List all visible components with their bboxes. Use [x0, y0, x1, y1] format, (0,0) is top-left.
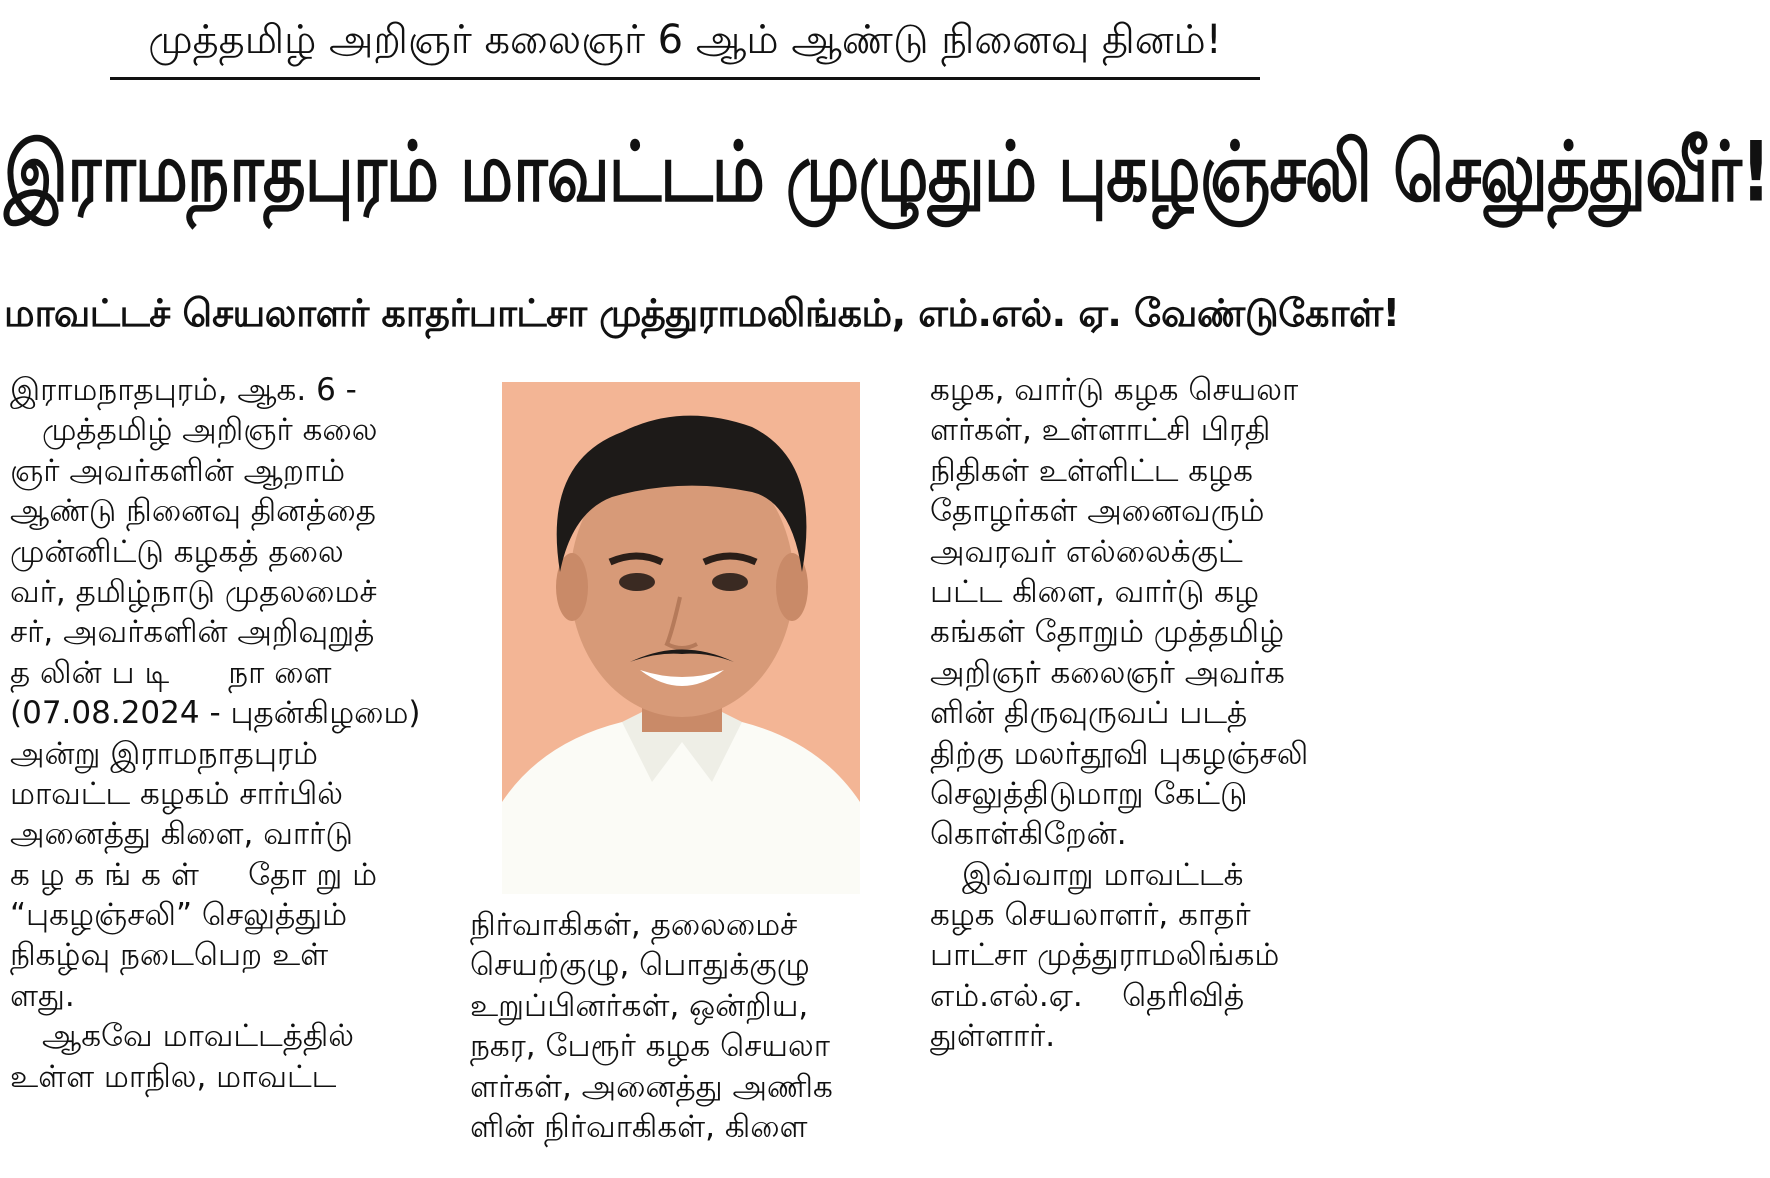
article-line: நகர, பேரூர் கழக செயலா — [470, 1028, 830, 1065]
article-column-1 — [10, 370, 440, 1097]
article-line: செயற்குழு, பொதுக்குழு — [470, 947, 810, 984]
article-line: பாட்சா முத்துராமலிங்கம் — [930, 937, 1280, 974]
article-line: முன்னிட்டு கழகத் தலை — [10, 533, 344, 570]
article-column-2 — [470, 905, 900, 1147]
article-line: க ழ க ங் க ள் தோ று ம் — [10, 856, 378, 893]
article-line: கழக செயலாளர், காதர் — [930, 897, 1251, 934]
article-line: செலுத்திடுமாறு கேட்டு — [930, 775, 1248, 812]
article-column-3 — [930, 370, 1355, 1057]
article-line: ளின் திருவுருவப் படத் — [930, 695, 1248, 732]
article-line: இவ்வாறு மாவட்டக் — [962, 856, 1244, 893]
article-line: த லின் ப டி நா ளை — [10, 654, 332, 691]
article-line: உறுப்பினர்கள், ஒன்றிய, — [470, 987, 809, 1024]
subheadline: மாவட்டச் செயலாளர் காதர்பாட்சா முத்துராமலிங்கம், எம்.எல். ஏ. வேண்டுகோள்! — [4, 291, 1400, 335]
article-line: அவரவர் எல்லைக்குட் — [930, 533, 1243, 570]
article-line: ளர்கள், உள்ளாட்சி பிரதி — [930, 412, 1271, 449]
article-line: கங்கள் தோறும் முத்தமிழ் — [930, 614, 1285, 651]
article-line: மாவட்ட கழகம் சார்பில் — [10, 775, 343, 812]
headline: இராமநாதபுரம் மாவட்டம் முழுதும் புகழஞ்சலி செலுத்துவீர்! — [4, 124, 1770, 221]
article-line: முத்தமிழ் அறிஞர் கலை — [42, 412, 378, 449]
article-line: ஆகவே மாவட்டத்தில் — [42, 1018, 355, 1055]
article-line: வர், தமிழ்நாடு முதலமைச் — [10, 573, 377, 610]
article-line: பட்ட கிளை, வார்டு கழ — [930, 573, 1260, 610]
article-line: கொள்கிறேன். — [930, 816, 1127, 853]
article-line: “புகழஞ்சலி” செலுத்தும் — [10, 897, 348, 934]
article-line: அன்று இராமநாதபுரம் — [10, 735, 318, 772]
article-line: உள்ள மாநில, மாவட்ட — [10, 1058, 337, 1095]
article-line: தோழர்கள் அனைவரும் — [930, 493, 1265, 530]
article-line: ஆண்டு நினைவு தினத்தை — [10, 493, 376, 530]
article-line: கழக, வார்டு கழக செயலா — [930, 372, 1299, 408]
article-line: துள்ளார். — [930, 1018, 1056, 1055]
kicker-title: முத்தமிழ் அறிஞர் கலைஞர் 6 ஆம் ஆண்டு நினைவு தினம்! — [148, 17, 1222, 63]
dateline: இராமநாதபுரம், ஆக. 6 - — [10, 372, 357, 408]
article-line: ளது. — [10, 977, 75, 1014]
article-line: (07.08.2024 - புதன்கிழமை) — [10, 695, 421, 732]
article-line: அறிஞர் கலைஞர் அவர்க — [930, 654, 1285, 691]
article-line: எம்.எல்.ஏ. தெரிவித் — [930, 977, 1245, 1014]
article-line: ளின் நிர்வாகிகள், கிளை — [470, 1108, 808, 1145]
article-line: நிதிகள் உள்ளிட்ட கழக — [930, 452, 1253, 489]
article-line: நிகழ்வு நடைபெற உள் — [10, 937, 329, 974]
portrait-photo-icon — [502, 382, 860, 894]
article-line: ளர்கள், அனைத்து அணிக — [470, 1068, 833, 1105]
article-line: நிர்வாகிகள், தலைமைச் — [470, 907, 798, 943]
article-line: ஞர் அவர்களின் ஆறாம் — [10, 452, 346, 489]
article-line: அனைத்து கிளை, வார்டு — [10, 816, 353, 853]
article-line: திற்கு மலர்தூவி புகழஞ்சலி — [930, 735, 1309, 772]
article-line: சர், அவர்களின் அறிவுறுத் — [10, 614, 375, 651]
